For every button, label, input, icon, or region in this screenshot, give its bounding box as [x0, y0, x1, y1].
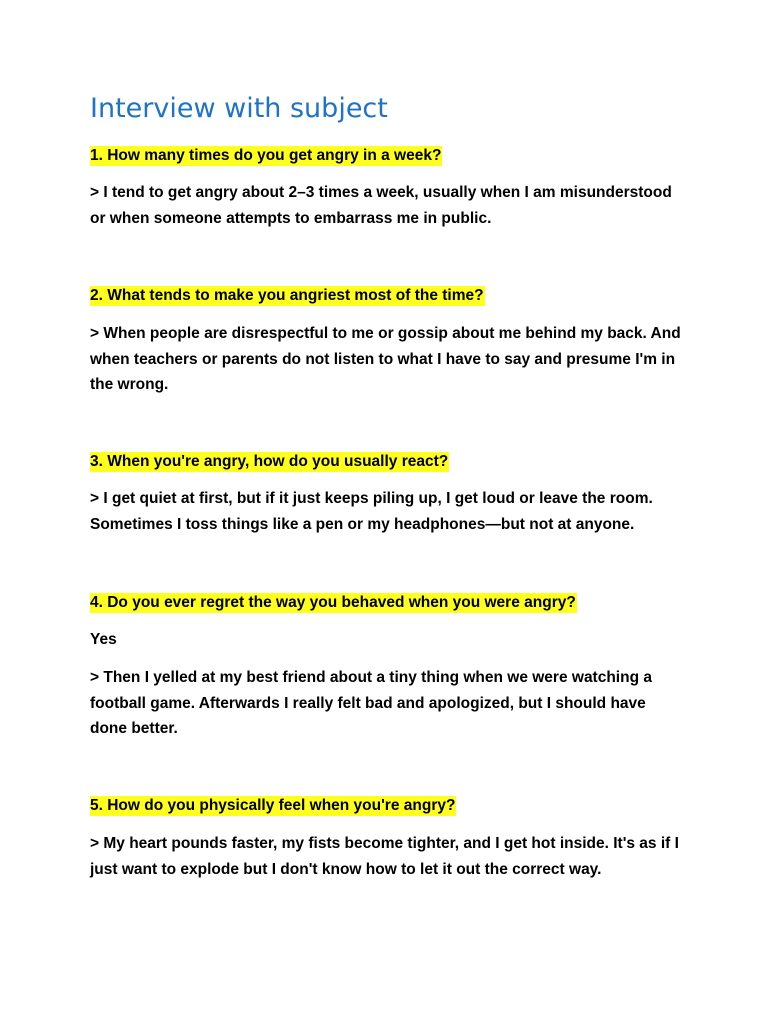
answer-1-line-1: > I tend to get angry about 2–3 times a week, usually when I am misunderstood	[90, 184, 672, 201]
answer-5-line-1: > My heart pounds faster, my fists become tighter, and I get hot inside. It's as if I	[90, 835, 679, 852]
question-5-highlight: 5. How do you physically feel when you're angry?	[90, 797, 456, 814]
question-3-highlight: 3. When you're angry, how do you usually react?	[90, 453, 449, 470]
answer-1	[90, 180, 672, 231]
short-answer-4-text: Yes	[90, 631, 117, 648]
answer-4-line-1: > Then I yelled at my best friend about a tiny thing when we were watching a	[90, 669, 652, 686]
question-1	[90, 145, 442, 167]
answer-2	[90, 321, 681, 398]
question-2	[90, 285, 485, 307]
answer-3	[90, 486, 653, 537]
answer-1-line-2: or when someone attempts to embarrass me in public.	[90, 209, 492, 227]
question-3	[90, 451, 449, 473]
answer-3-line-2: Sometimes I toss things like a pen or my headphones—but not at anyone.	[90, 515, 635, 533]
question-1-highlight: 1. How many times do you get angry in a week?	[90, 147, 442, 164]
answer-2-line-3: the wrong.	[90, 376, 169, 393]
page-title: Interview with subject	[90, 93, 388, 124]
answer-4-line-3: done better.	[90, 720, 178, 737]
question-2-highlight: 2. What tends to make you angriest most of the time?	[90, 287, 484, 304]
answer-3-line-1: > I get quiet at first, but if it just keeps piling up, I get loud or leave the room.	[90, 490, 653, 507]
question-4	[90, 592, 577, 614]
question-5	[90, 795, 456, 817]
answer-2-line-2: when teachers or parents do not listen to what I have to say and presume I'm in	[90, 350, 676, 368]
answer-2-line-1: > When people are disrespectful to me or gossip about me behind my back. And	[90, 325, 681, 342]
answer-4	[90, 665, 652, 742]
answer-4-line-2: football game. Afterwards I really felt bad and apologized, but I should have	[90, 694, 646, 712]
question-4-highlight: 4. Do you ever regret the way you behaved when you were angry?	[90, 594, 576, 611]
short-answer-4	[90, 627, 117, 653]
answer-5	[90, 831, 679, 882]
answer-5-line-2: just want to explode but I don't know how to let it out the correct way.	[90, 860, 602, 878]
